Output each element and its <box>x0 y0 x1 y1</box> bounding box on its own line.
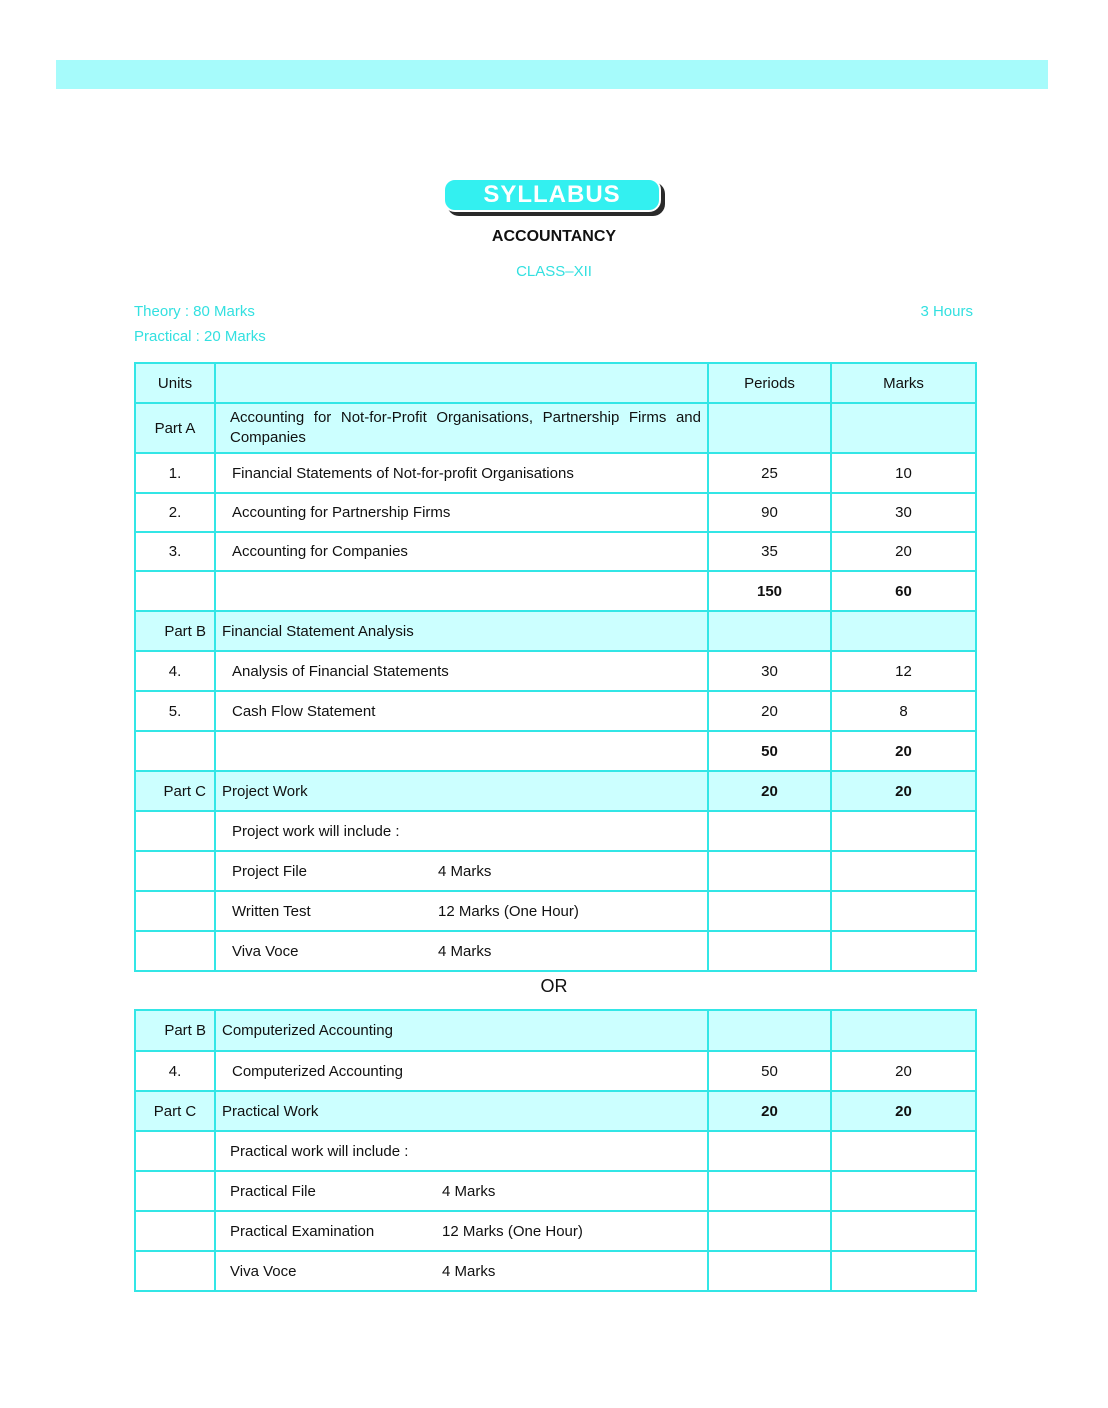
part-c-title: Project Work <box>215 771 708 811</box>
part-a-total-row <box>135 571 976 611</box>
practical-item-marks: 12 Marks (One Hour) <box>442 1222 583 1240</box>
empty-cell <box>708 403 831 453</box>
empty-cell <box>708 1010 831 1051</box>
alt-part-b-row <box>135 1010 976 1051</box>
total-marks: 60 <box>831 571 976 611</box>
empty-cell <box>135 1251 215 1291</box>
project-item <box>215 931 708 971</box>
syllabus-badge <box>443 178 665 216</box>
alt-part-c-label: Part C <box>135 1091 215 1131</box>
unit-title: Computerized Accounting <box>215 1051 708 1091</box>
badge-label: SYLLABUS <box>443 178 661 212</box>
col-title-header <box>215 363 708 403</box>
theory-marks: Theory : 80 Marks <box>134 303 255 320</box>
practical-item-marks: 4 Marks <box>442 1182 496 1200</box>
class-label: CLASS–XII <box>516 263 592 280</box>
part-c-label: Part C <box>135 771 215 811</box>
empty-cell <box>831 403 976 453</box>
empty-cell <box>708 891 831 931</box>
syllabus-table-main <box>134 362 977 972</box>
part-a-label: Part A <box>135 403 215 453</box>
practical-marks: Practical : 20 Marks <box>134 328 266 345</box>
empty-cell <box>215 571 708 611</box>
table-row <box>135 532 976 571</box>
empty-cell <box>135 731 215 771</box>
empty-cell <box>135 571 215 611</box>
empty-cell <box>135 1171 215 1211</box>
table-row <box>135 691 976 731</box>
project-item-row <box>135 851 976 891</box>
unit-periods: 35 <box>708 532 831 571</box>
empty-cell <box>135 851 215 891</box>
alt-part-b-title: Computerized Accounting <box>215 1010 708 1051</box>
empty-cell <box>831 1211 976 1251</box>
table-row <box>135 453 976 493</box>
empty-cell <box>135 891 215 931</box>
empty-cell <box>135 811 215 851</box>
unit-periods: 30 <box>708 651 831 691</box>
table-row <box>135 493 976 532</box>
table-row <box>135 1051 976 1091</box>
empty-cell <box>831 1131 976 1171</box>
unit-title: Accounting for Partnership Firms <box>215 493 708 532</box>
subject-title: ACCOUNTANCY <box>491 228 617 245</box>
total-marks: 20 <box>831 731 976 771</box>
project-item-name: Viva Voce <box>232 942 299 960</box>
unit-number: 5. <box>135 691 215 731</box>
table-header-row <box>135 363 976 403</box>
project-item-marks: 12 Marks (One Hour) <box>438 902 579 920</box>
empty-cell <box>135 1211 215 1251</box>
project-item <box>215 891 708 931</box>
project-item-marks: 4 Marks <box>438 862 492 880</box>
practical-item <box>215 1251 708 1291</box>
project-item-name: Project File <box>232 862 308 880</box>
syllabus-table-alternative <box>134 1009 977 1292</box>
project-item-row <box>135 891 976 931</box>
part-a-row <box>135 403 976 453</box>
col-periods-header: Periods <box>708 363 831 403</box>
practical-item-row <box>135 1171 976 1211</box>
part-b-title: Financial Statement Analysis <box>215 611 708 651</box>
unit-periods: 90 <box>708 493 831 532</box>
empty-cell <box>831 1010 976 1051</box>
project-item-name: Written Test <box>232 902 311 920</box>
project-intro-row <box>135 811 976 851</box>
alt-part-b-label: Part B <box>135 1010 215 1051</box>
empty-cell <box>708 1171 831 1211</box>
practical-item-name: Practical File <box>230 1182 316 1200</box>
alt-part-c-row <box>135 1091 976 1131</box>
unit-title: Accounting for Companies <box>215 532 708 571</box>
part-c-periods: 20 <box>708 771 831 811</box>
unit-number: 4. <box>135 1051 215 1091</box>
table-row <box>135 651 976 691</box>
alt-part-c-title: Practical Work <box>215 1091 708 1131</box>
project-item-marks: 4 Marks <box>438 942 492 960</box>
practical-item-name: Viva Voce <box>230 1262 297 1280</box>
project-item-row <box>135 931 976 971</box>
unit-marks: 10 <box>831 453 976 493</box>
unit-title: Analysis of Financial Statements <box>215 651 708 691</box>
duration: 3 Hours <box>920 303 973 320</box>
empty-cell <box>831 811 976 851</box>
practical-item <box>215 1171 708 1211</box>
part-c-row <box>135 771 976 811</box>
project-item <box>215 851 708 891</box>
practical-intro: Practical work will include : <box>215 1131 708 1171</box>
total-periods: 150 <box>708 571 831 611</box>
unit-number: 1. <box>135 453 215 493</box>
empty-cell <box>708 1131 831 1171</box>
unit-title: Cash Flow Statement <box>215 691 708 731</box>
unit-marks: 8 <box>831 691 976 731</box>
alt-part-c-periods: 20 <box>708 1091 831 1131</box>
practical-item-row <box>135 1211 976 1251</box>
unit-periods: 50 <box>708 1051 831 1091</box>
empty-cell <box>708 811 831 851</box>
part-b-row <box>135 611 976 651</box>
practical-item <box>215 1211 708 1251</box>
empty-cell <box>831 1251 976 1291</box>
unit-number: 3. <box>135 532 215 571</box>
empty-cell <box>708 1211 831 1251</box>
empty-cell <box>135 931 215 971</box>
empty-cell <box>831 851 976 891</box>
empty-cell <box>831 931 976 971</box>
part-b-label: Part B <box>135 611 215 651</box>
unit-number: 2. <box>135 493 215 532</box>
practical-item-name: Practical Examination <box>230 1222 375 1240</box>
or-separator: OR <box>540 976 568 996</box>
practical-intro-row <box>135 1131 976 1171</box>
empty-cell <box>831 611 976 651</box>
practical-item-marks: 4 Marks <box>442 1262 496 1280</box>
unit-periods: 20 <box>708 691 831 731</box>
part-a-title: Accounting for Not-for-Profit Organisations, Partnership Firms and Companies <box>215 403 708 453</box>
empty-cell <box>831 891 976 931</box>
practical-item-row <box>135 1251 976 1291</box>
part-b-total-row <box>135 731 976 771</box>
unit-periods: 25 <box>708 453 831 493</box>
empty-cell <box>708 1251 831 1291</box>
alt-part-c-marks: 20 <box>831 1091 976 1131</box>
unit-marks: 30 <box>831 493 976 532</box>
empty-cell <box>708 611 831 651</box>
col-marks-header: Marks <box>831 363 976 403</box>
empty-cell <box>708 851 831 891</box>
unit-marks: 20 <box>831 1051 976 1091</box>
unit-title: Financial Statements of Not-for-profit Organisations <box>215 453 708 493</box>
unit-number: 4. <box>135 651 215 691</box>
total-periods: 50 <box>708 731 831 771</box>
empty-cell <box>135 1131 215 1171</box>
empty-cell <box>215 731 708 771</box>
part-c-marks: 20 <box>831 771 976 811</box>
empty-cell <box>708 931 831 971</box>
unit-marks: 20 <box>831 532 976 571</box>
project-intro: Project work will include : <box>215 811 708 851</box>
unit-marks: 12 <box>831 651 976 691</box>
top-color-band <box>56 60 1048 89</box>
empty-cell <box>831 1171 976 1211</box>
col-units-header: Units <box>135 363 215 403</box>
